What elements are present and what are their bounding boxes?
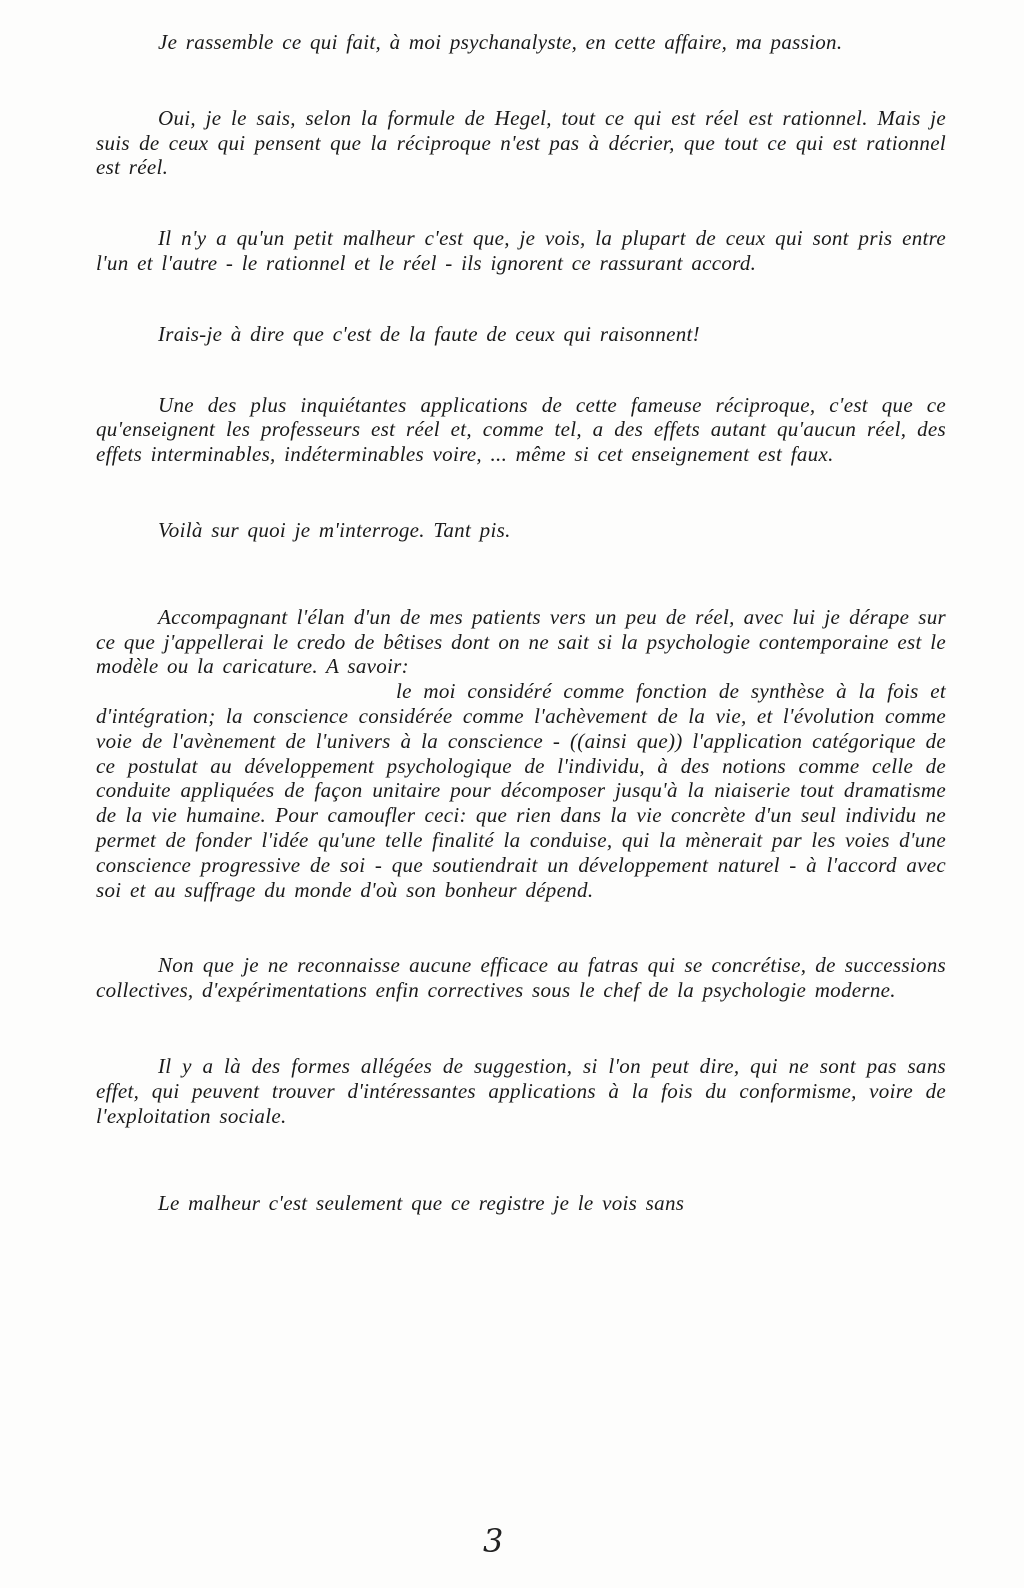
paragraph-4: Irais-je à dire que c'est de la faute de ceux qui raisonnent! bbox=[158, 321, 700, 346]
paragraph-3: Il n'y a qu'un petit malheur c'est que, je vois, la plupart de ceux qui sont pris entre l'un et l'autre - le rationnel et le réel - ils ignorent ce rassurant accord. bbox=[96, 226, 946, 275]
paragraph-9: Non que je ne reconnaisse aucune efficace au fatras qui se concrétise, de successions collectives, d'expérimentations enfin correctives sous le chef de la psychologie moderne. bbox=[96, 953, 946, 1003]
paragraph-2: Oui, je le sais, selon la formule de Hegel, tout ce qui est réel est rationnel. Mais je suis de ceux qui pensent que la réciproque n'est pas à décrier, que tout ce qui est rationnel est réel. bbox=[96, 105, 946, 180]
paragraph-6: Voilà sur quoi je m'interroge. Tant pis. bbox=[158, 517, 511, 542]
paragraph-11: Le malheur c'est seulement que ce registre je le vois sans bbox=[158, 1191, 685, 1216]
paragraph-7: Accompagnant l'élan d'un de mes patients vers un peu de réel, avec lui je dérape sur ce que j'appellerai le credo de bêtises dont on ne sait si la psychologie contemporaine est le modèle ou la caricature. A savoir: bbox=[96, 604, 946, 679]
page-body bbox=[96, 30, 946, 1216]
paragraph-10: Il y a là des formes allégées de suggestion, si l'on peut dire, qui ne sont pas sans effet, qui peuvent trouver d'intéressantes applications à la fois du conformisme, voire de l'exploitation sociale. bbox=[96, 1053, 946, 1128]
page-number: 3 bbox=[483, 1522, 504, 1560]
paragraph-8: le moi considéré comme fonction de synthèse à la fois et d'intégration; la conscience considérée comme l'achèvement de la vie, et l'évolution comme voie de l'avènement de l'univers à la conscience - ((ainsi que)) l'application catégorique de ce postulat au développement psychologique de l'individu, à des notions comme celle de conduite appliquées de façon unitaire pour décomposer jusqu'à la niaiserie tout dramatisme de la vie humaine. Pour camoufler ceci: que rien dans la vie concrète d'un seul individu ne permet de fonder l'idée qu'une telle finalité la conduise, qui la mènerait par les voies d'une conscience progressive de soi - que soutiendrait un développement naturel - à l'accord avec soi et au suffrage du monde d'où son bonheur dépend. bbox=[96, 679, 946, 902]
paragraph-1: Je rassemble ce qui fait, à moi psychanalyste, en cette affaire, ma passion. bbox=[158, 30, 843, 54]
paragraph-5: Une des plus inquiétantes applications de cette fameuse réciproque, c'est que ce qu'enseignent les professeurs est réel et, comme tel, a des effets autant qu'aucun réel, des effets interminables, indéterminables voire, ... même si cet enseignement est faux. bbox=[96, 392, 946, 467]
